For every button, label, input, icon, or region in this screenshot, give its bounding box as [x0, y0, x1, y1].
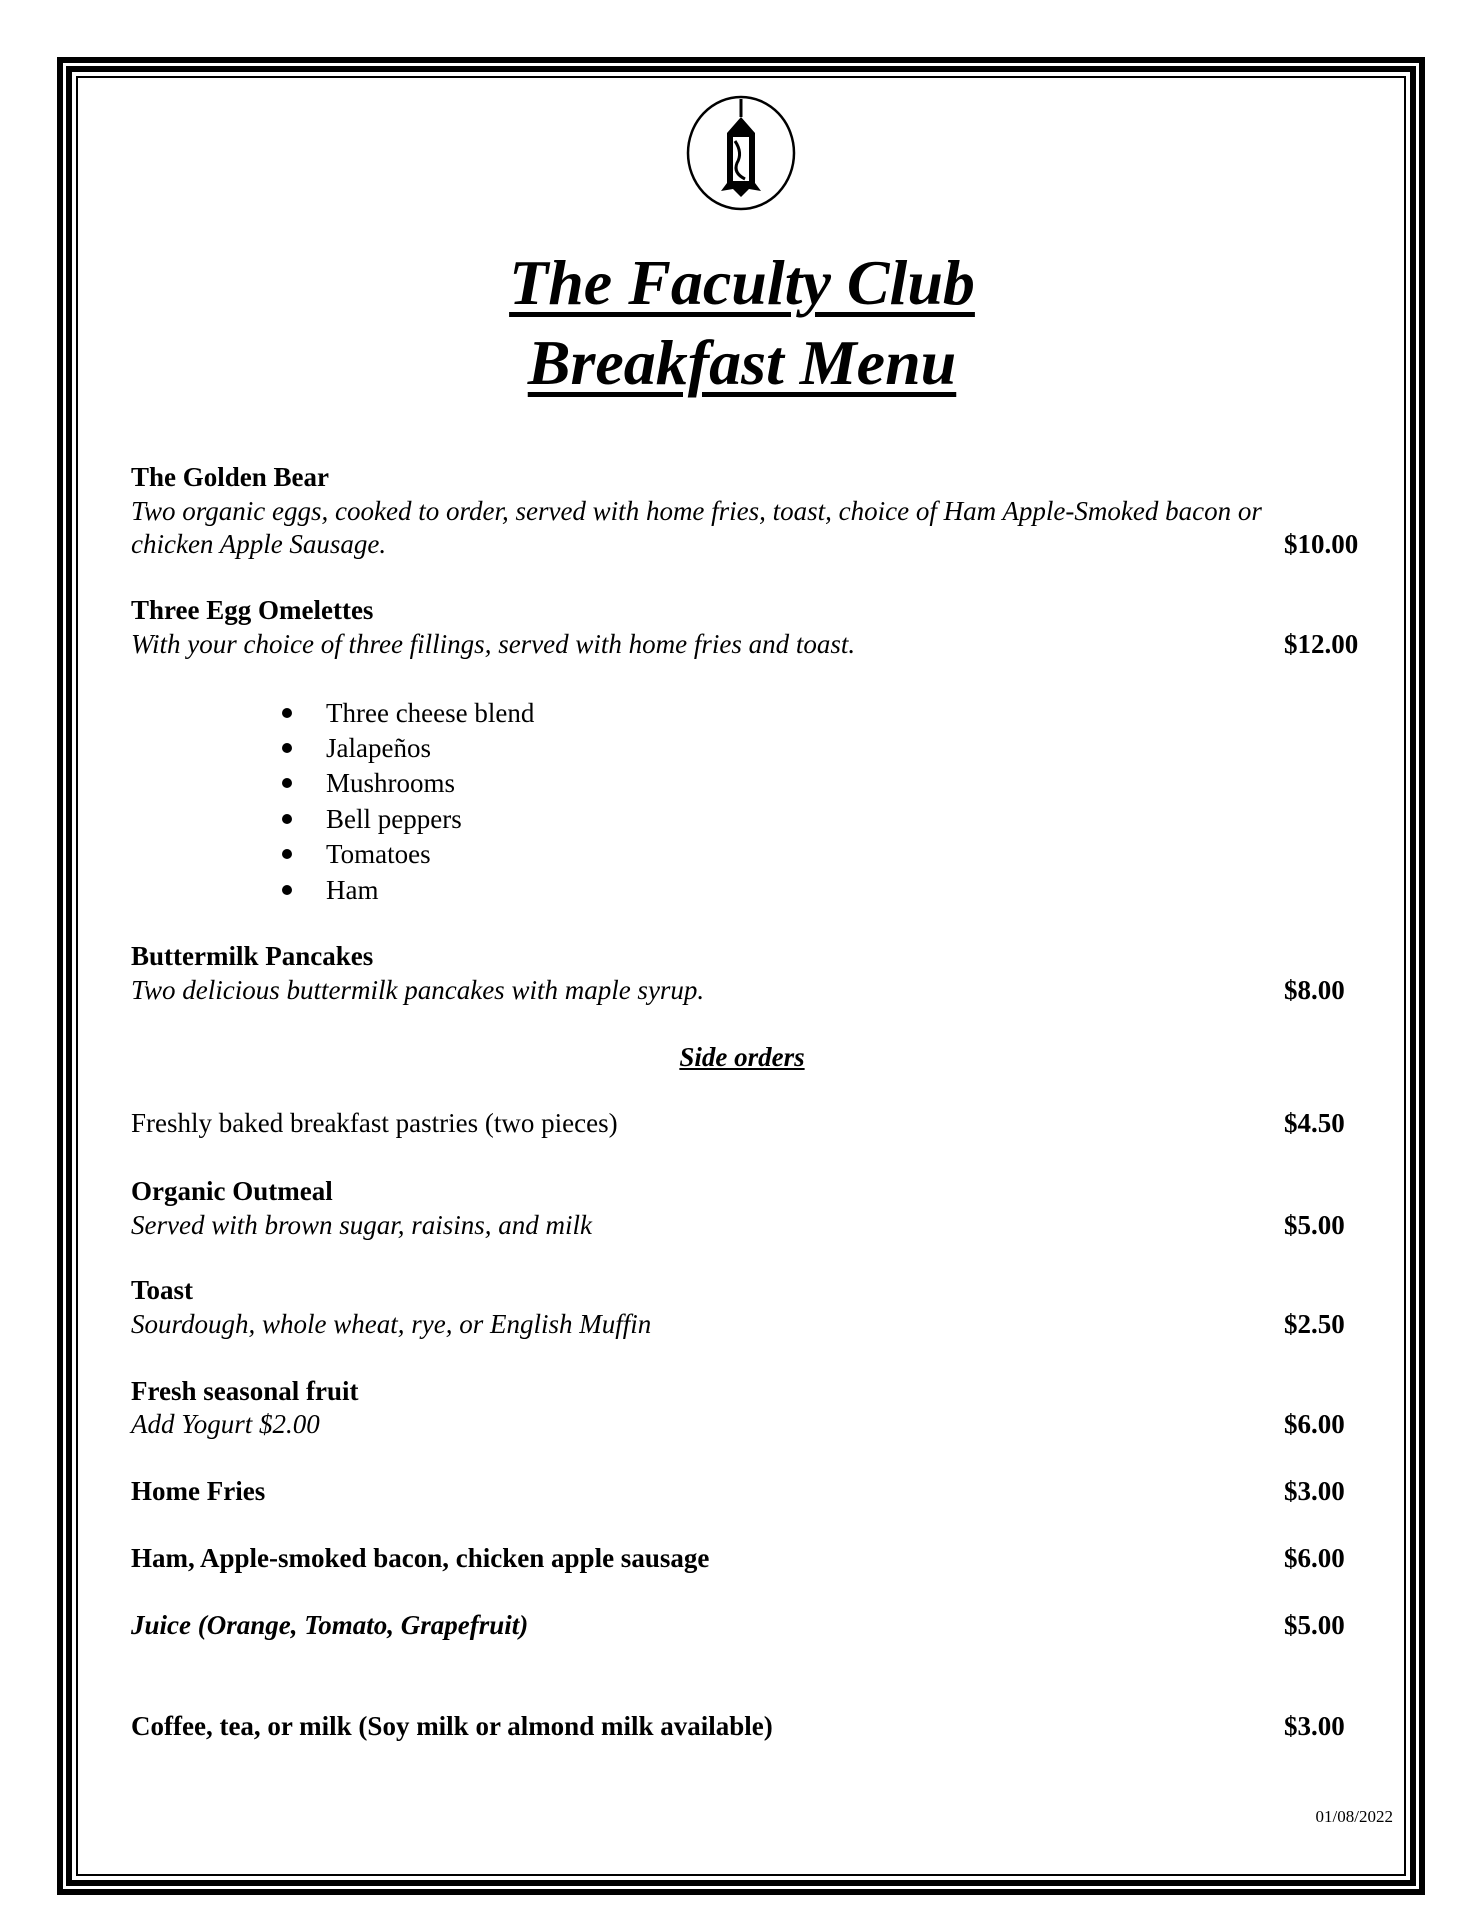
bullet-icon: [282, 743, 292, 753]
bullet-icon: [282, 849, 292, 859]
filling-item: Ham: [326, 875, 379, 905]
side-price: $6.00: [1284, 1543, 1345, 1573]
side-price: $4.50: [1284, 1108, 1345, 1138]
item-price: $12.00: [1284, 629, 1359, 659]
side-desc: Served with brown sugar, raisins, and milk: [131, 1210, 593, 1240]
item-desc: Two organic eggs, cooked to order, served with home fries, toast, choice of Ham Apple-Smoked bacon or: [131, 496, 1262, 526]
item-desc: With your choice of three fillings, served with home fries and toast.: [131, 629, 856, 659]
item-price: $10.00: [1284, 529, 1359, 559]
side-price: $5.00: [1284, 1210, 1345, 1240]
menu-date: 01/08/2022: [1315, 1807, 1393, 1826]
side-orders-heading: Side orders: [679, 1042, 805, 1072]
bullet-icon: [282, 708, 292, 718]
item-name: The Golden Bear: [131, 462, 330, 492]
side-price: $6.00: [1284, 1409, 1345, 1439]
side-price: $3.00: [1284, 1711, 1345, 1741]
item-name: Three Egg Omelettes: [131, 595, 374, 625]
lantern-logo-icon: [683, 93, 799, 213]
side-name: Coffee, tea, or milk (Soy milk or almond milk available): [131, 1711, 773, 1741]
side-name: Juice (Orange, Tomato, Grapefruit): [131, 1610, 529, 1640]
bullet-icon: [282, 885, 292, 895]
item-desc: Two delicious buttermilk pancakes with maple syrup.: [131, 975, 705, 1005]
side-name: Organic Outmeal: [131, 1176, 333, 1206]
bullet-icon: [282, 814, 292, 824]
title-line-1: The Faculty Club: [509, 247, 975, 318]
filling-item: Mushrooms: [326, 768, 456, 798]
side-name: Ham, Apple-smoked bacon, chicken apple sausage: [131, 1543, 710, 1573]
side-price: $2.50: [1284, 1309, 1345, 1339]
side-name: Home Fries: [131, 1476, 266, 1506]
title-line-2: Breakfast Menu: [527, 327, 957, 398]
side-name: Toast: [131, 1275, 194, 1305]
filling-item: Bell peppers: [326, 804, 462, 834]
side-price: $5.00: [1284, 1610, 1345, 1640]
filling-item: Three cheese blend: [326, 698, 535, 728]
item-price: $8.00: [1284, 975, 1345, 1005]
item-desc: chicken Apple Sausage.: [131, 529, 387, 559]
side-desc: Add Yogurt $2.00: [131, 1409, 320, 1439]
bullet-icon: [282, 778, 292, 788]
side-desc: Sourdough, whole wheat, rye, or English Muffin: [131, 1309, 652, 1339]
side-price: $3.00: [1284, 1476, 1345, 1506]
side-name: Fresh seasonal fruit: [131, 1376, 359, 1406]
side-name: Freshly baked breakfast pastries (two pieces): [131, 1108, 618, 1138]
filling-item: Jalapeños: [326, 733, 431, 763]
filling-item: Tomatoes: [326, 839, 431, 869]
item-name: Buttermilk Pancakes: [131, 941, 374, 971]
